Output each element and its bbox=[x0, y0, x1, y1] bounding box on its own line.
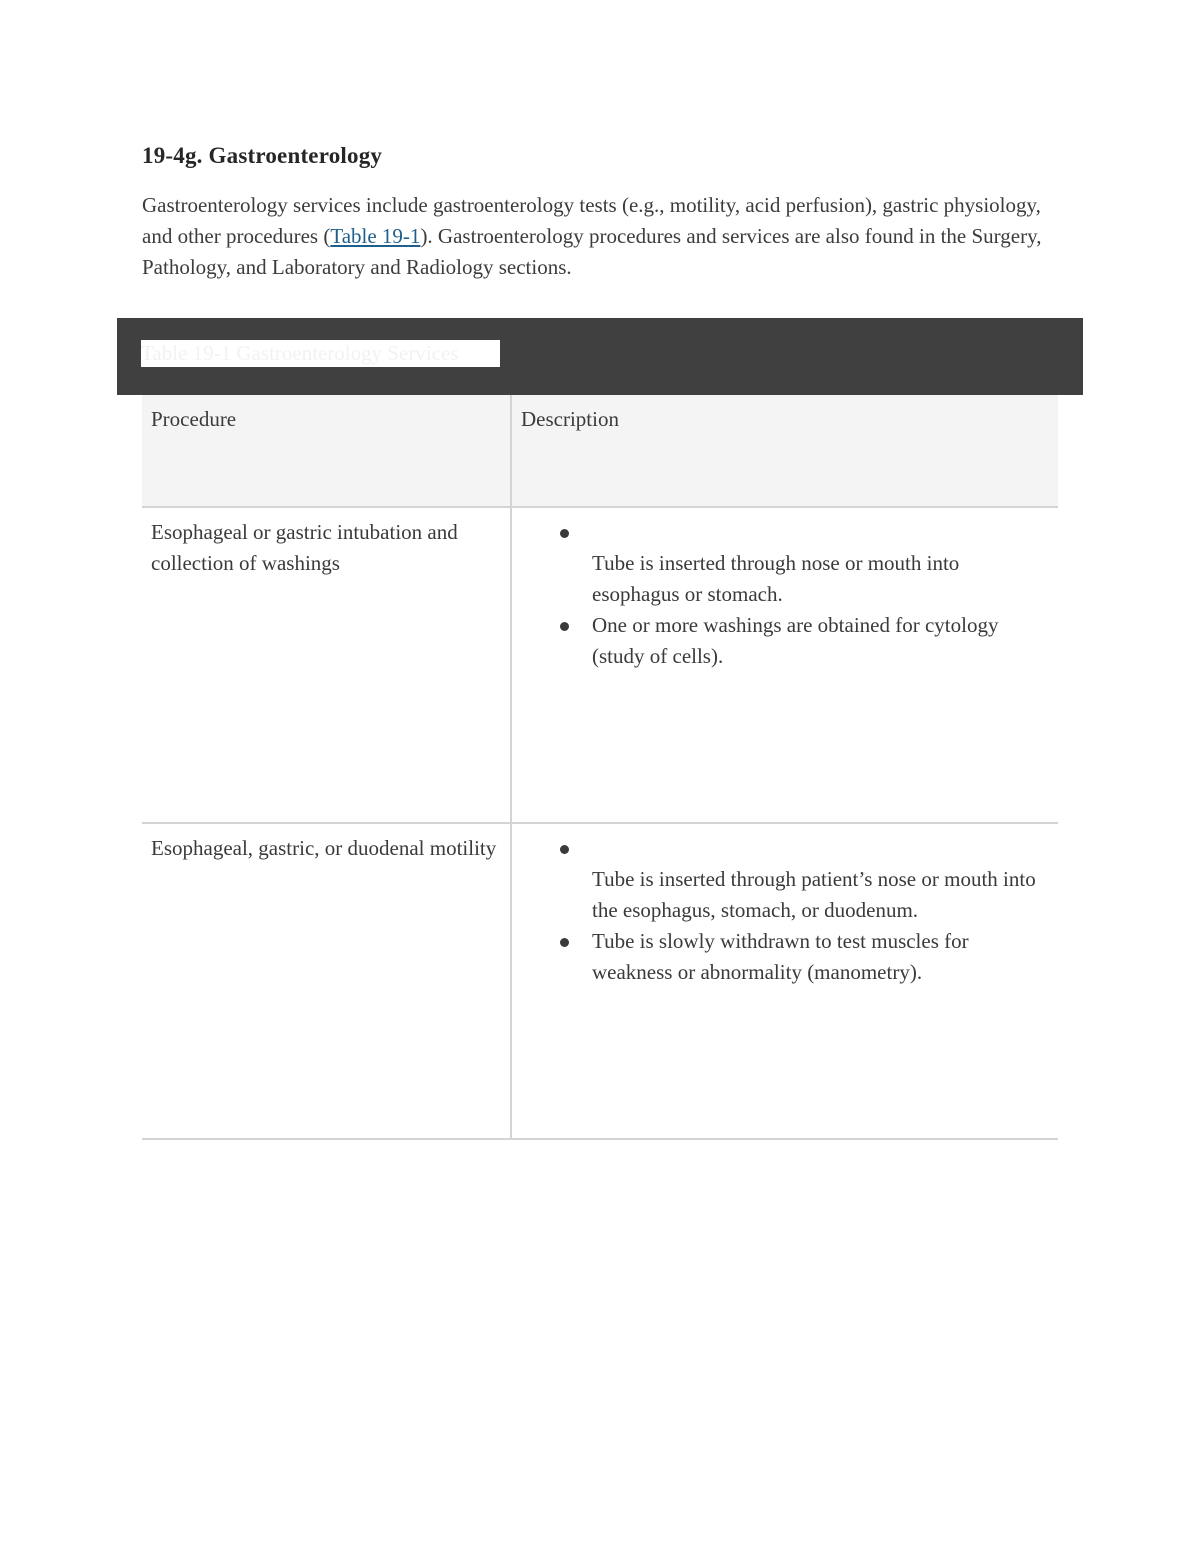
intro-text-before-link: Gastroenterology services include gastroenterology tests (e.g., motility, acid perfusion), gastric physiology, and other procedures ( bbox=[142, 193, 1041, 248]
bullet-item: Tube is inserted through nose or mouth into esophagus or stomach. bbox=[521, 517, 1049, 610]
table-header-row bbox=[142, 395, 1058, 508]
bullet-item: One or more washings are obtained for cytology (study of cells). bbox=[521, 610, 1049, 672]
description-bullet-list bbox=[521, 517, 1049, 672]
description-cell bbox=[512, 508, 1058, 822]
gastroenterology-services-table bbox=[142, 395, 1058, 1140]
bullet-item: Tube is inserted through patient’s nose or mouth into the esophagus, stomach, or duodenum. bbox=[521, 833, 1049, 926]
table-row bbox=[142, 508, 1058, 824]
procedure-cell: Esophageal, gastric, or duodenal motility bbox=[142, 824, 512, 1138]
header-description: Description bbox=[521, 407, 619, 431]
description-cell bbox=[512, 824, 1058, 1138]
intro-text-after-link: ). Gastroenterology procedures and services are also found in the Surgery, Pathology, and Laboratory and Radiology sections. bbox=[142, 224, 1042, 279]
header-procedure: Procedure bbox=[142, 395, 512, 506]
procedure-cell: Esophageal or gastric intubation and collection of washings bbox=[142, 508, 512, 822]
bullet-item: Tube is slowly withdrawn to test muscles for weakness or abnormality (manometry). bbox=[521, 926, 1049, 988]
table-caption-bar bbox=[117, 318, 1083, 395]
table-19-1-link[interactable]: Table 19-1 bbox=[330, 224, 421, 248]
intro-paragraph bbox=[142, 190, 1052, 283]
table-row bbox=[142, 824, 1058, 1140]
section-heading: 19-4g. Gastroenterology bbox=[142, 143, 383, 168]
table-caption: Table 19-1 Gastroenterology Services bbox=[141, 340, 500, 367]
description-bullet-list bbox=[521, 833, 1049, 988]
